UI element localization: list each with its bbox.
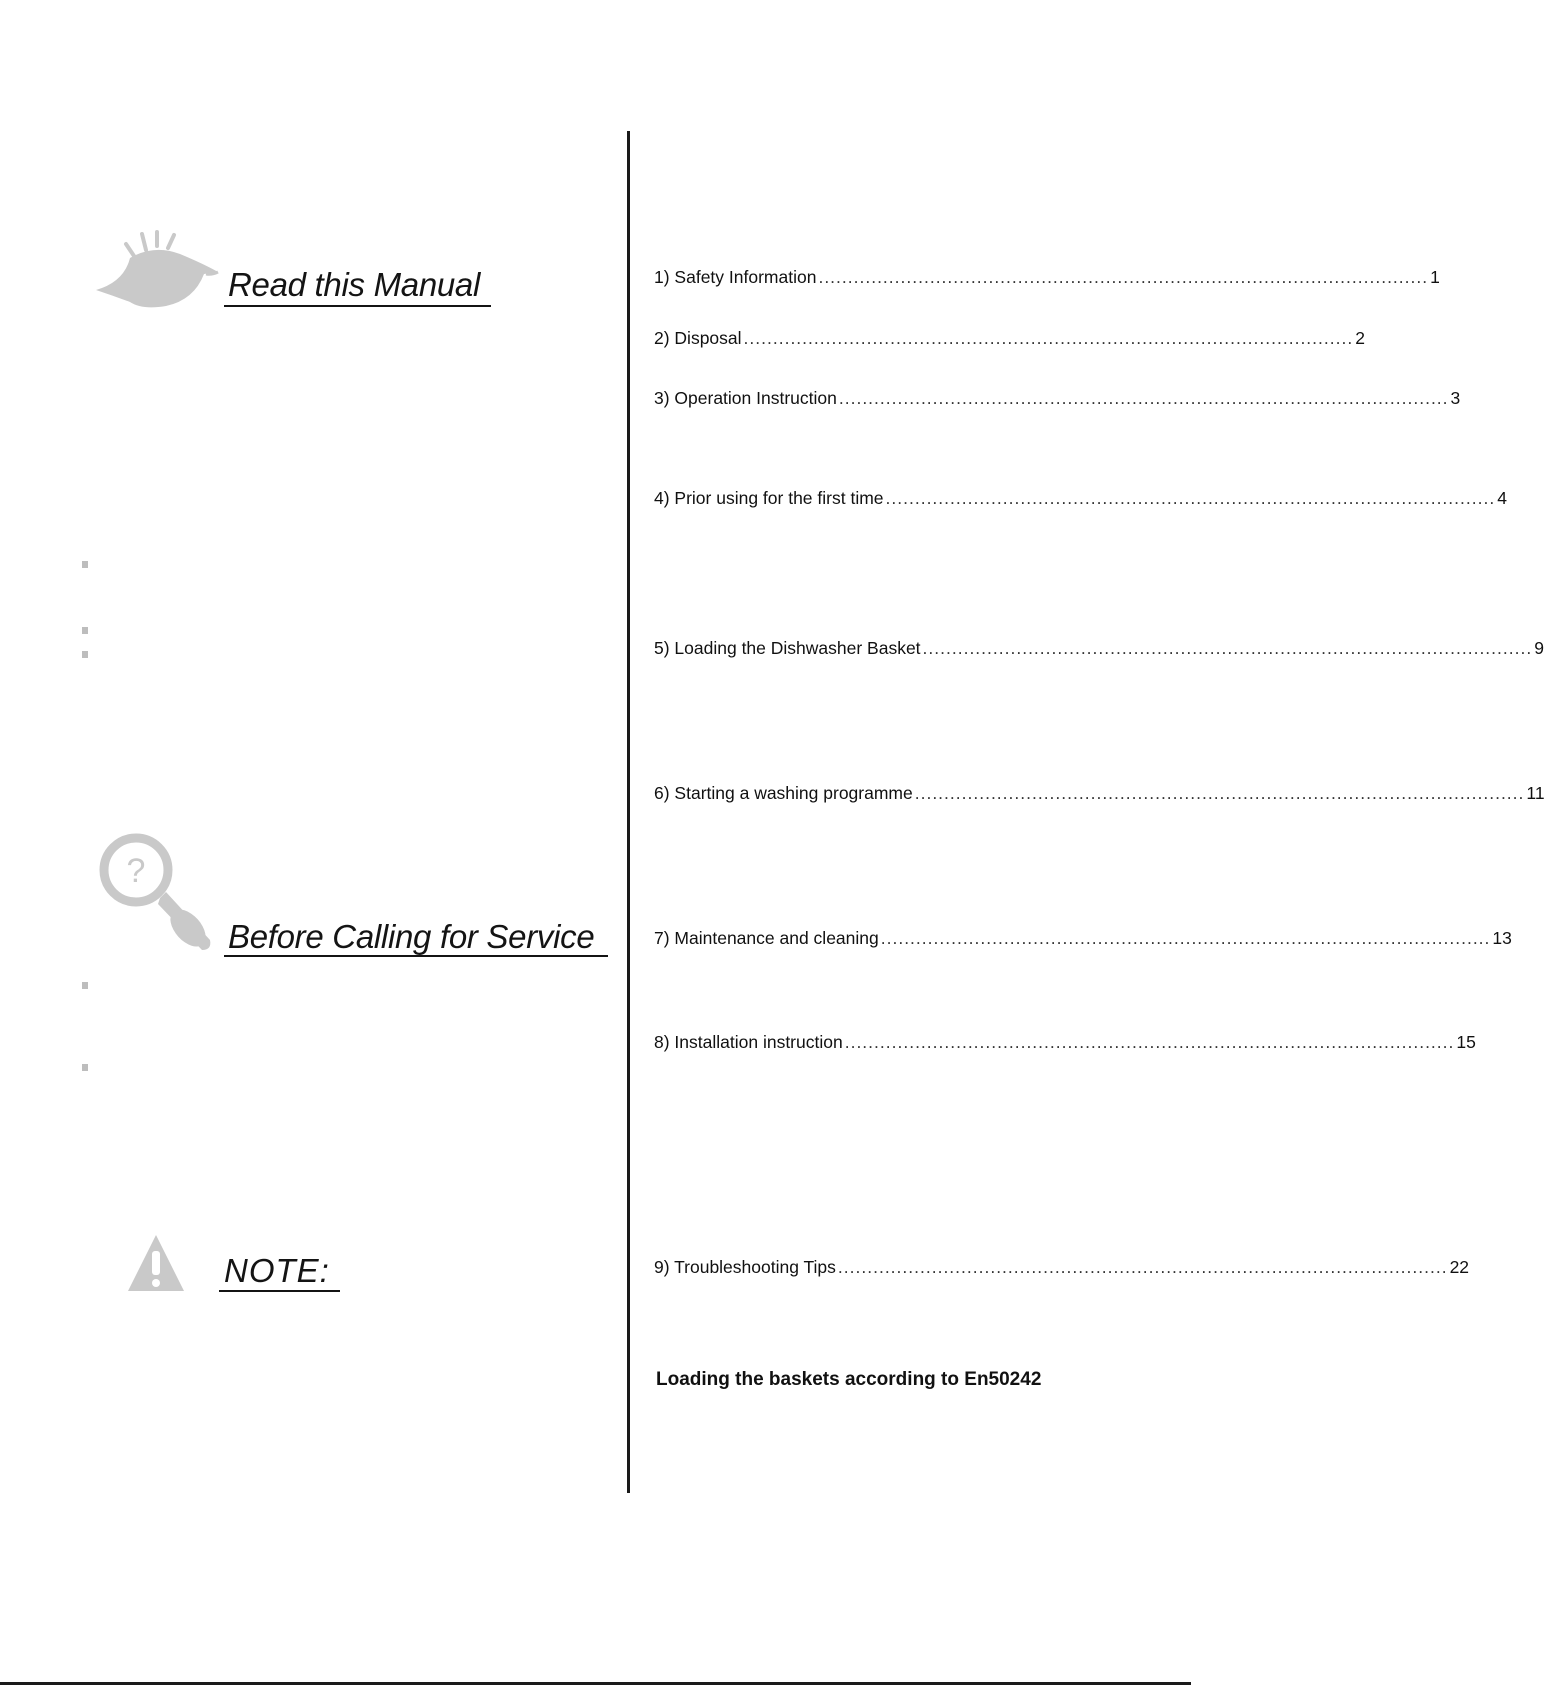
toc-label: 3) Operation Instruction	[654, 388, 837, 408]
toc-label: 5) Loading the Dishwasher Basket	[654, 638, 921, 658]
toc-leader: ........................................................................................................	[818, 267, 1429, 287]
toc-label: 6) Starting a washing programme	[654, 783, 913, 803]
toc-page: 1	[1430, 267, 1440, 287]
toc-item-disposal[interactable]	[654, 325, 1365, 349]
toc-label: 2) Disposal	[654, 328, 742, 348]
toc-label: 9) Troubleshooting Tips	[654, 1257, 836, 1277]
heading-before-service: Before Calling for Service	[228, 918, 595, 955]
warning-triangle-icon	[126, 1233, 186, 1293]
bullet-marker	[82, 1064, 88, 1071]
toc-label: 1) Safety Information	[654, 267, 817, 287]
toc-item-safety[interactable]	[654, 264, 1440, 288]
toc-page: 11	[1526, 783, 1545, 803]
toc-page: 3	[1450, 388, 1461, 408]
toc-leader: ........................................................................................................	[922, 638, 1533, 658]
toc-leader: ........................................................................................................	[837, 1257, 1448, 1277]
magnifier-question-icon	[98, 832, 213, 954]
toc-leader: ........................................................................................................	[880, 928, 1491, 948]
heading-underline	[224, 305, 491, 307]
toc-page: 15	[1456, 1032, 1476, 1052]
heading-underline	[224, 955, 608, 957]
toc-leader: ........................................................................................................	[844, 1032, 1455, 1052]
toc-item-operation[interactable]	[654, 385, 1461, 409]
bullet-marker	[82, 982, 88, 989]
toc-leader: ........................................................................................................	[885, 488, 1496, 508]
toc-page: 13	[1492, 928, 1512, 948]
toc-item-starting[interactable]	[654, 780, 1545, 804]
toc-item-prior-use[interactable]	[654, 485, 1507, 509]
toc-page: 2	[1355, 328, 1365, 348]
toc-item-loading[interactable]	[654, 635, 1544, 659]
column-divider	[627, 131, 630, 1493]
toc-label: 8) Installation instruction	[654, 1032, 843, 1052]
toc-label: 4) Prior using for the first time	[654, 488, 884, 508]
toc-item-maintenance[interactable]	[654, 925, 1512, 949]
eye-icon	[94, 230, 224, 310]
toc-label: 7) Maintenance and cleaning	[654, 928, 879, 948]
heading-note: NOTE:	[224, 1252, 330, 1289]
heading-underline	[219, 1290, 340, 1292]
toc-page: 22	[1449, 1257, 1470, 1277]
bullet-marker	[82, 627, 88, 634]
toc-item-installation[interactable]	[654, 1029, 1476, 1053]
toc-item-troubleshooting[interactable]	[654, 1254, 1470, 1278]
toc-leader: ........................................................................................................	[838, 388, 1449, 408]
toc-page: 9	[1534, 638, 1544, 658]
bullet-marker	[82, 561, 88, 568]
standard-note: Loading the baskets according to En50242	[656, 1369, 1042, 1390]
heading-read-manual: Read this Manual	[228, 266, 481, 303]
toc-leader: ........................................................................................................	[914, 783, 1525, 803]
bullet-marker	[82, 651, 88, 658]
toc-page: 4	[1497, 488, 1507, 508]
toc-leader: ........................................................................................................	[743, 328, 1354, 348]
svg-text:?: ?	[126, 852, 146, 890]
